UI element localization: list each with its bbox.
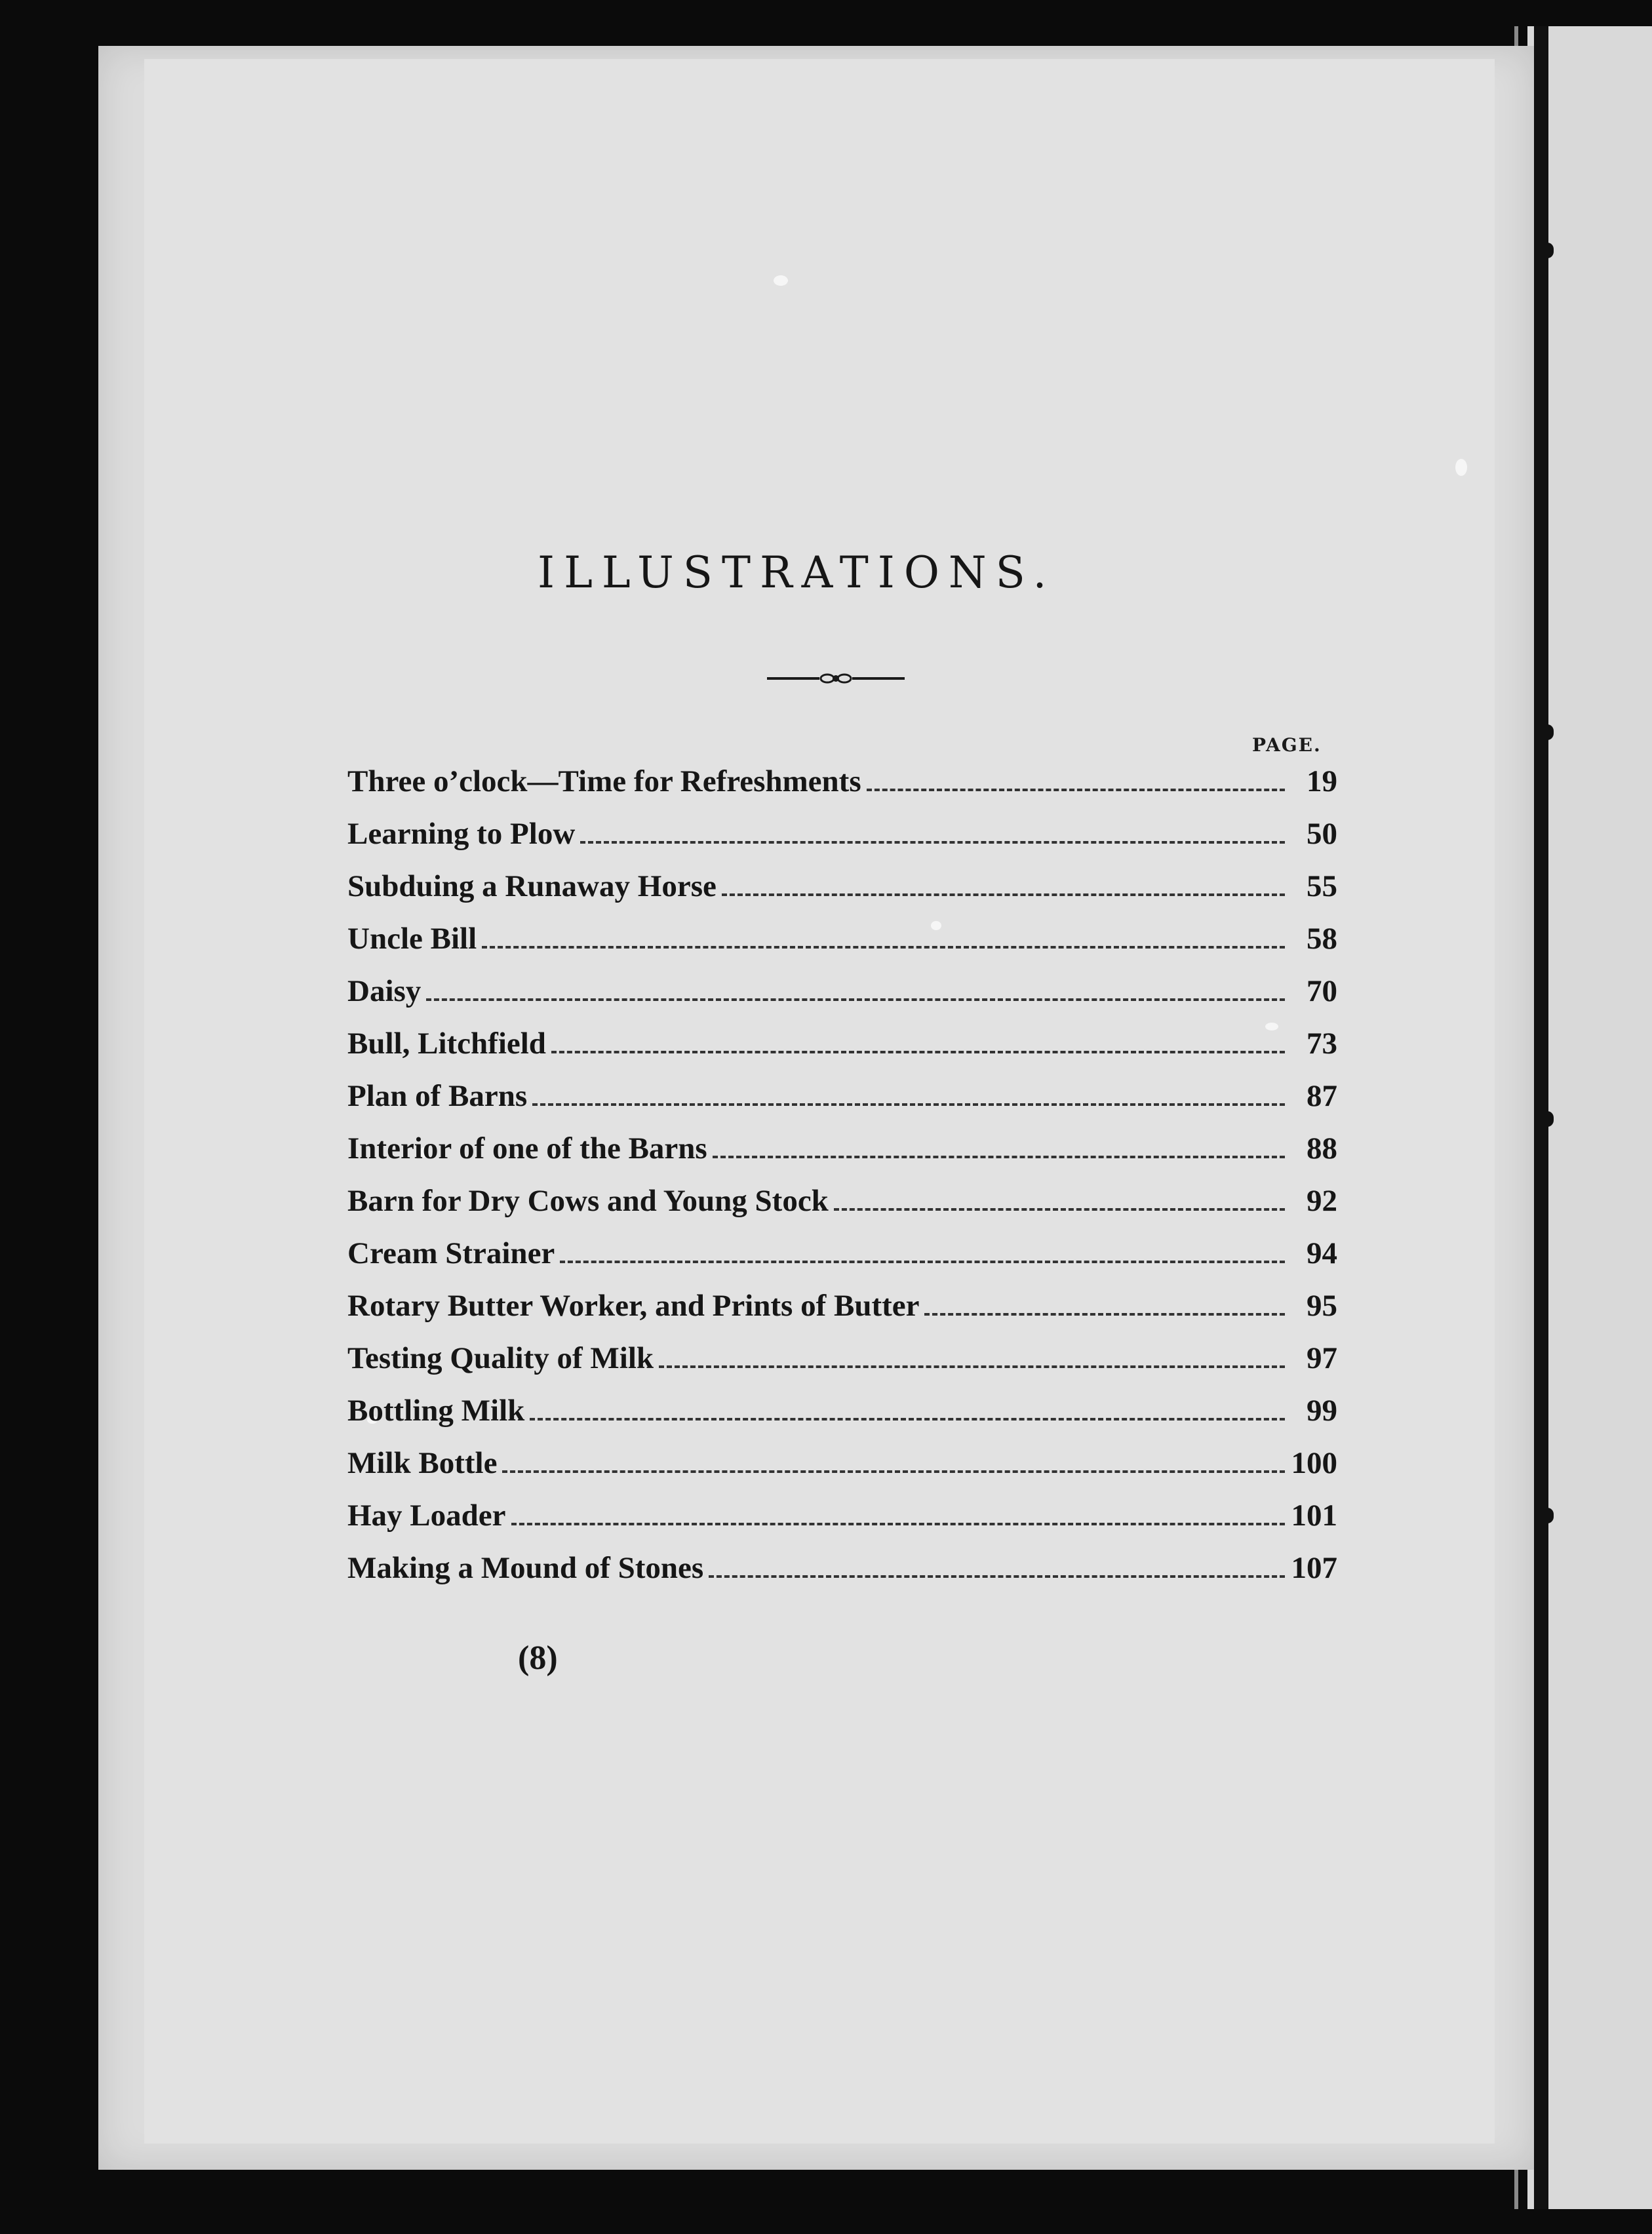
ornament-rule bbox=[767, 672, 905, 685]
page-number: 73 bbox=[1307, 1027, 1337, 1061]
illustration-title: Interior of one of the Barns bbox=[347, 1131, 707, 1166]
illustration-title: Milk Bottle bbox=[347, 1446, 498, 1480]
list-item bbox=[347, 1288, 1337, 1341]
page-number: 94 bbox=[1307, 1236, 1337, 1270]
page-number: 88 bbox=[1307, 1131, 1337, 1166]
list-item bbox=[347, 1445, 1337, 1498]
illustration-title: Plan of Barns bbox=[347, 1079, 528, 1113]
illustration-title: Bull, Litchfield bbox=[347, 1027, 546, 1061]
page-title: ILLUSTRATIONS. bbox=[538, 547, 1056, 598]
page-number: 101 bbox=[1291, 1499, 1337, 1533]
dot-leader bbox=[722, 893, 1285, 896]
dot-leader bbox=[580, 841, 1285, 844]
page-column-header: PAGE. bbox=[1252, 734, 1322, 756]
list-item bbox=[347, 764, 1337, 816]
page-number: 19 bbox=[1307, 764, 1337, 798]
dot-leader bbox=[482, 946, 1285, 949]
list-item bbox=[347, 1550, 1337, 1603]
list-item bbox=[347, 1183, 1337, 1236]
illustration-title: Barn for Dry Cows and Young Stock bbox=[347, 1184, 829, 1218]
page-number: 95 bbox=[1307, 1289, 1337, 1323]
list-item bbox=[347, 1078, 1337, 1131]
dot-leader bbox=[530, 1418, 1285, 1421]
dot-leader bbox=[659, 1365, 1285, 1368]
page-number: 100 bbox=[1291, 1446, 1337, 1480]
dot-leader bbox=[713, 1156, 1285, 1158]
list-item bbox=[347, 816, 1337, 869]
illustration-title: Uncle Bill bbox=[347, 922, 477, 956]
list-item bbox=[347, 1393, 1337, 1445]
dot-leader bbox=[867, 789, 1285, 791]
page-folio: (8) bbox=[518, 1639, 558, 1677]
dot-leader bbox=[560, 1261, 1285, 1263]
list-item bbox=[347, 973, 1337, 1026]
list-item bbox=[347, 921, 1337, 973]
page-number: 99 bbox=[1307, 1394, 1337, 1428]
page-number: 70 bbox=[1307, 974, 1337, 1008]
dot-leader bbox=[532, 1103, 1285, 1106]
page-number: 87 bbox=[1307, 1079, 1337, 1113]
page-number: 55 bbox=[1307, 869, 1337, 903]
list-item bbox=[347, 869, 1337, 921]
paper-speck bbox=[774, 275, 788, 286]
list-item bbox=[347, 1498, 1337, 1550]
page-number: 58 bbox=[1307, 922, 1337, 956]
page-number: 107 bbox=[1291, 1551, 1337, 1585]
illustration-title: Three o’clock—Time for Refreshments bbox=[347, 764, 861, 798]
illustration-title: Subduing a Runaway Horse bbox=[347, 869, 717, 903]
dot-leader bbox=[924, 1313, 1285, 1316]
illustrations-list bbox=[347, 764, 1337, 1603]
dot-leader bbox=[426, 998, 1285, 1001]
page-number: 92 bbox=[1307, 1184, 1337, 1218]
illustration-title: Testing Quality of Milk bbox=[347, 1341, 654, 1375]
illustration-title: Daisy bbox=[347, 974, 422, 1008]
list-item bbox=[347, 1131, 1337, 1183]
illustration-title: Cream Strainer bbox=[347, 1236, 555, 1270]
illustration-title: Making a Mound of Stones bbox=[347, 1551, 704, 1585]
dot-leader bbox=[511, 1523, 1285, 1525]
dot-leader bbox=[834, 1208, 1285, 1211]
illustration-title: Bottling Milk bbox=[347, 1394, 525, 1428]
page-number: 50 bbox=[1307, 817, 1337, 851]
page-number: 97 bbox=[1307, 1341, 1337, 1375]
dot-leader bbox=[551, 1051, 1285, 1053]
illustration-title: Hay Loader bbox=[347, 1499, 506, 1533]
paper-speck bbox=[1455, 459, 1467, 476]
illustration-title: Learning to Plow bbox=[347, 817, 576, 851]
dot-leader bbox=[709, 1575, 1284, 1578]
illustration-title: Rotary Butter Worker, and Prints of Butter bbox=[347, 1289, 920, 1323]
dot-leader bbox=[502, 1470, 1284, 1473]
list-item bbox=[347, 1026, 1337, 1078]
list-item bbox=[347, 1236, 1337, 1288]
list-item bbox=[347, 1341, 1337, 1393]
